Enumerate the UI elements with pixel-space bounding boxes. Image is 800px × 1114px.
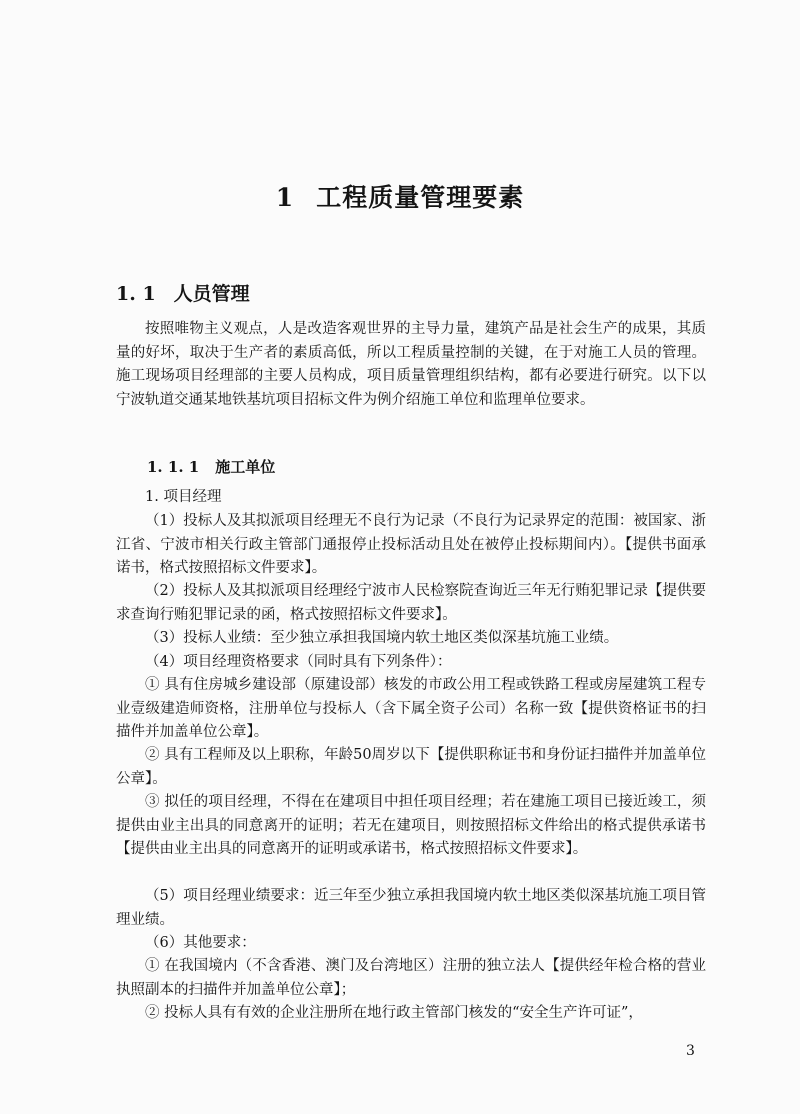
chapter-number: 1 <box>275 183 295 212</box>
subsection-number: 1. 1. 1 <box>147 458 200 476</box>
requirement-5: （5）项目经理业绩要求：近三年至少独立承担我国境内软土地区类似深基坑施工项目管理业绩。 <box>116 888 706 928</box>
subsection-title-text: 施工单位 <box>215 458 276 476</box>
qualification-item-3: ③ 拟任的项目经理，不得在在建项目中担任项目经理；若在建施工项目已接近竣工，须提供由业主出具的同意离开的证明；若无在建项目，则按照招标文件给出的格式提供承诺书【提供由业主出具的同意离开的证明或承诺书，格式按照招标文件要求】。 <box>116 794 706 857</box>
intro-paragraph: 按照唯物主义观点，人是改造客观世界的主导力量，建筑产品是社会生产的成果，其质量的好坏，取决于生产者的素质高低，所以工程质量控制的关键，在于对施工人员的管理。施工现场项目经理部的主要人员构成，项目质量管理组织结构，都有必要进行研究。以下以宁波轨道交通某地铁基坑项目招标文件为例介绍施工单位和监理单位要求。 <box>116 321 706 408</box>
subsection-heading <box>147 456 275 477</box>
chapter-title <box>0 178 800 214</box>
item-heading-project-manager: 1. 项目经理 <box>145 489 222 505</box>
section-heading <box>116 279 250 306</box>
qualification-item-2: ② 具有工程师及以上职称，年龄50周岁以下【提供职称证书和身份证扫描件并加盖单位公章】。 <box>116 747 706 787</box>
requirement-2: （2）投标人及其拟派项目经理经宁波市人民检察院查询近三年无行贿犯罪记录【提供要求查询行贿犯罪记录的函，格式按照招标文件要求】。 <box>116 583 706 623</box>
qualification-item-1: ① 具有住房城乡建设部（原建设部）核发的市政公用工程或铁路工程或房屋建筑工程专业壹级建造师资格，注册单位与投标人（含下属全资子公司）名称一致【提供资格证书的扫描件并加盖单位公章】。 <box>116 677 706 740</box>
page-number: 3 <box>686 1043 695 1059</box>
requirement-6: （6）其他要求： <box>145 935 256 951</box>
section-number: 1. 1 <box>116 283 156 305</box>
requirement-4: （4）项目经理资格要求（同时具有下列条件）： <box>145 654 452 670</box>
other-item-2: ② 投标人具有有效的企业注册所在地行政主管部门核发的“安全生产许可证”， <box>145 1005 643 1021</box>
chapter-title-text: 工程质量管理要素 <box>316 183 525 212</box>
requirement-1: （1）投标人及其拟派项目经理无不良行为记录（不良行为记录界定的范围：被国家、浙江省、宁波市相关行政主管部门通报停止投标活动且处在被停止投标期间内）。【提供书面承诺书，格式按照招标文件要求】。 <box>116 513 706 576</box>
other-item-1: ① 在我国境内（不含香港、澳门及台湾地区）注册的独立法人【提供经年检合格的营业执照副本的扫描件并加盖单位公章】； <box>116 958 706 998</box>
section-title-text: 人员管理 <box>173 283 250 305</box>
requirement-3: （3）投标人业绩：至少独立承担我国境内软土地区类似深基坑施工业绩。 <box>145 630 619 646</box>
